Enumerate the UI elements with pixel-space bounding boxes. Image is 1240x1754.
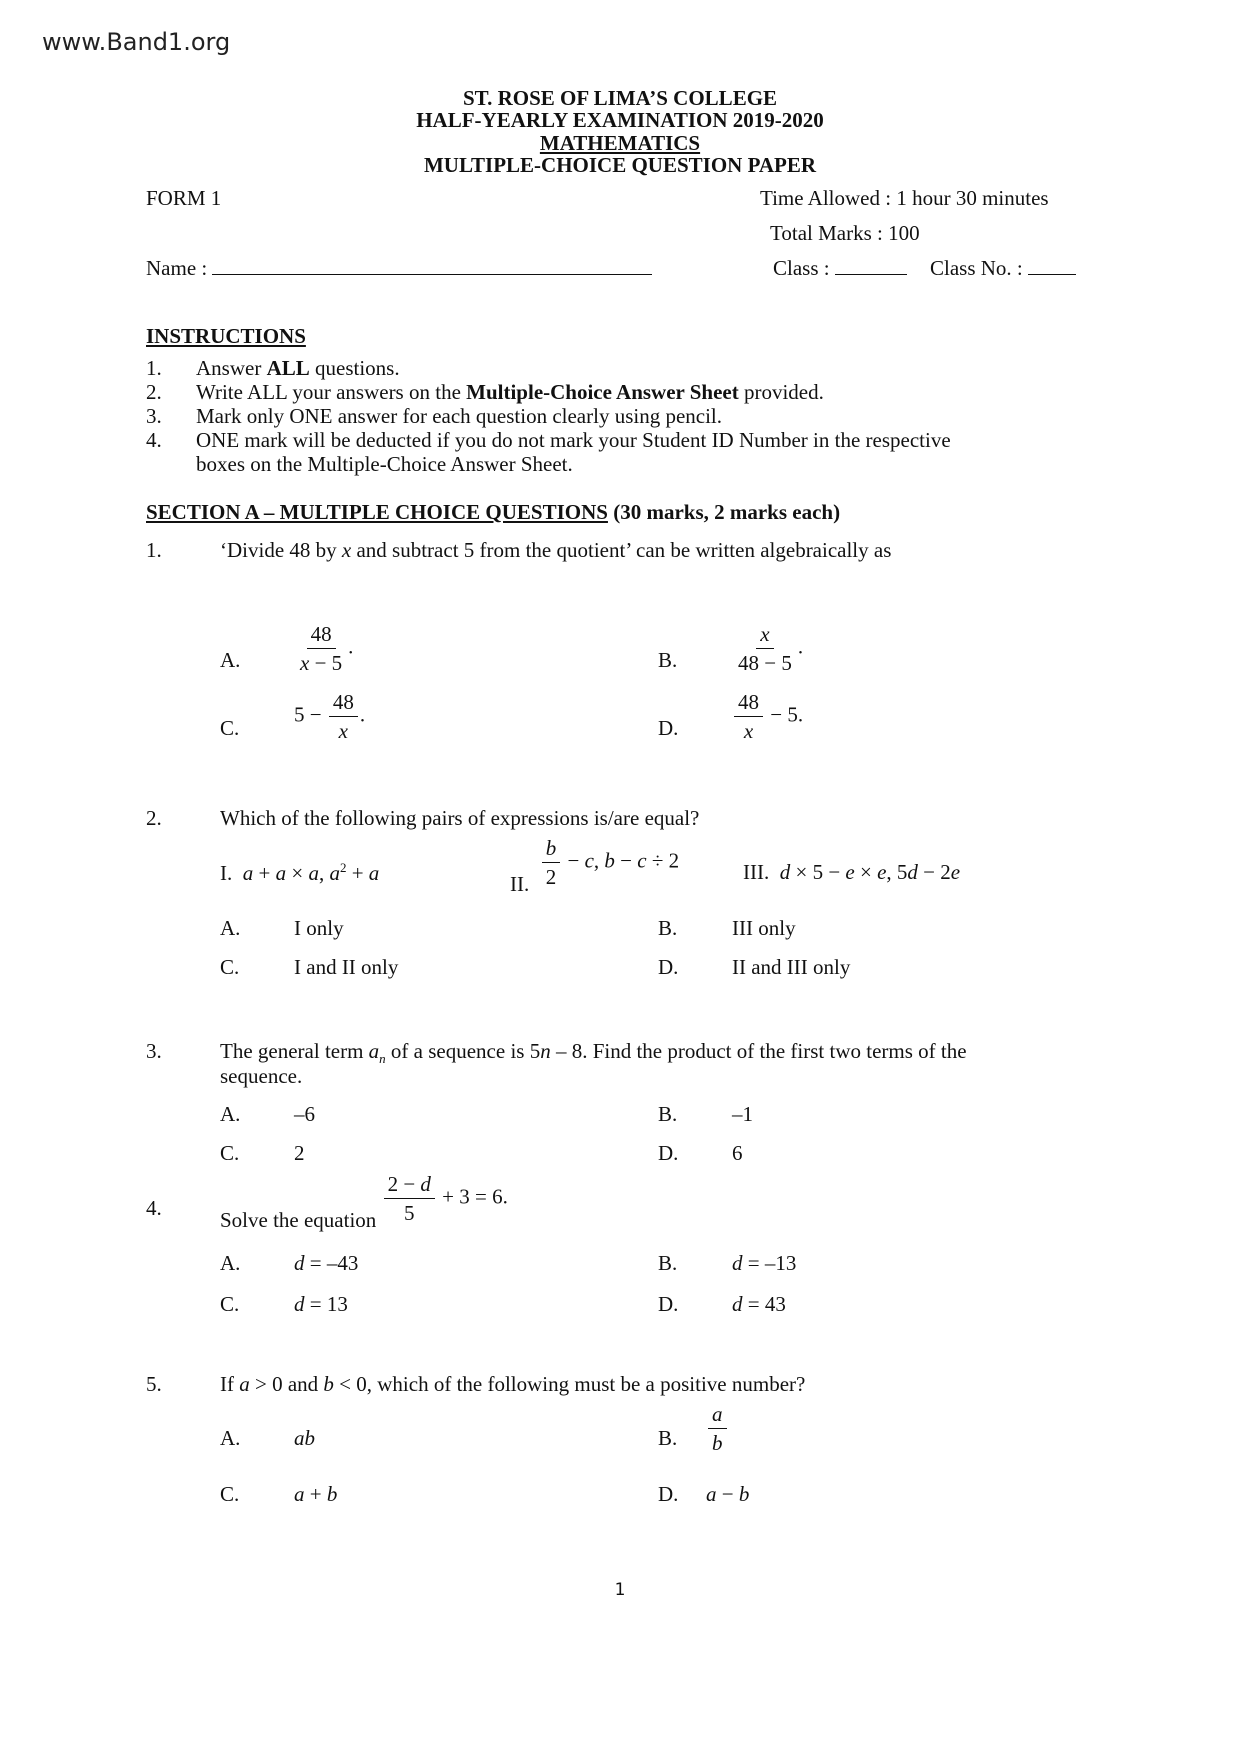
q4-option-d[interactable]: D. d = 43: [658, 1292, 786, 1316]
q2-option-d[interactable]: D. II and III only: [658, 955, 851, 979]
q2-text: Which of the following pairs of expressions is/are equal?: [220, 806, 700, 830]
instruction-1: 1. Answer ALL questions.: [146, 356, 400, 380]
class-field[interactable]: [773, 256, 907, 281]
q1-option-a[interactable]: A. $\frac{48}{x - 5}$ .: [220, 622, 354, 676]
q1-option-c[interactable]: C. 5 − $\frac{48}{x}$ .: [220, 690, 366, 744]
class-no-field[interactable]: [930, 256, 1076, 281]
q2-statement-2: II. $\frac{b}{2}$ − c, b − c ÷ 2: [510, 836, 680, 897]
q5-number: 5.: [146, 1372, 162, 1396]
subject-title: MATHEMATICS: [539, 131, 701, 155]
q1-option-b[interactable]: B. $\frac{x}{48 - 5}$ .: [658, 622, 804, 676]
page-number: 1: [614, 1580, 626, 1600]
q2-option-c[interactable]: C. I and II only: [220, 955, 399, 979]
q3-number: 3.: [146, 1039, 162, 1063]
instruction-2: 2. Write ALL your answers on the Multiple-Choice Answer Sheet provided.: [146, 380, 824, 404]
q4-number: 4.: [146, 1196, 162, 1220]
q5-option-c[interactable]: C. a + b: [220, 1482, 338, 1506]
q1-number: 1.: [146, 538, 162, 562]
q3-text-cont: sequence.: [220, 1064, 303, 1088]
q3-option-b[interactable]: B. –1: [658, 1102, 753, 1126]
class-no-label: Class No. :: [930, 256, 1023, 280]
class-label: Class :: [773, 256, 830, 280]
time-allowed: Time Allowed : 1 hour 30 minutes: [760, 186, 1049, 210]
q4-option-c[interactable]: C. d = 13: [220, 1292, 348, 1316]
q2-statement-1: I. a + a × a, $a^2 + a$: [220, 860, 380, 885]
site-watermark: www.Band1.org: [42, 28, 231, 56]
q5-text: If a > 0 and b < 0, which of the following must be a positive number?: [220, 1372, 806, 1396]
section-title: SECTION A – MULTIPLE CHOICE QUESTIONS (30 marks, 2 marks each): [146, 500, 841, 524]
q4-option-a[interactable]: A. d = –43: [220, 1251, 359, 1275]
q5-option-a[interactable]: A. ab: [220, 1426, 315, 1450]
q3-option-c[interactable]: C. 2: [220, 1141, 305, 1165]
q3-option-a[interactable]: A. –6: [220, 1102, 315, 1126]
q2-option-b[interactable]: B. III only: [658, 916, 796, 940]
q4-option-b[interactable]: B. d = –13: [658, 1251, 797, 1275]
q1-text: ‘Divide 48 by x and subtract 5 from the quotient’ can be written algebraically as: [220, 538, 892, 562]
q5-option-b[interactable]: B. $\frac{a}{b}$: [658, 1426, 677, 1451]
name-field[interactable]: [146, 256, 652, 281]
q1-option-d[interactable]: D. $\frac{48}{x}$ − 5.: [658, 690, 804, 744]
instructions-title: INSTRUCTIONS: [146, 324, 306, 348]
exam-title: HALF-YEARLY EXAMINATION 2019-2020: [416, 108, 824, 132]
q3-option-d[interactable]: D. 6: [658, 1141, 743, 1165]
q4-text: Solve the equation $\frac{2 - d}{5}$ + 3 = 6.: [220, 1172, 508, 1233]
total-marks: Total Marks : 100: [770, 221, 920, 245]
q2-statement-3: III. d × 5 − e × e, 5d − 2e: [743, 860, 961, 884]
q2-option-a[interactable]: A. I only: [220, 916, 344, 940]
instruction-4: 4. ONE mark will be deducted if you do not mark your Student ID Number in the respective: [146, 428, 951, 452]
instruction-3: 3. Mark only ONE answer for each question clearly using pencil.: [146, 404, 723, 428]
q5-option-d[interactable]: D. a − b: [658, 1482, 750, 1506]
form-label: FORM 1: [146, 186, 222, 210]
name-label: Name :: [146, 256, 208, 280]
paper-title: MULTIPLE-CHOICE QUESTION PAPER: [423, 153, 817, 177]
q2-number: 2.: [146, 806, 162, 830]
school-name: ST. ROSE OF LIMA’S COLLEGE: [462, 86, 778, 110]
instruction-4-cont: boxes on the Multiple-Choice Answer Sheet.: [196, 452, 573, 476]
q3-text: The general term $a_n$ of a sequence is 5n – 8. Find the product of the first two terms of the: [220, 1039, 967, 1067]
